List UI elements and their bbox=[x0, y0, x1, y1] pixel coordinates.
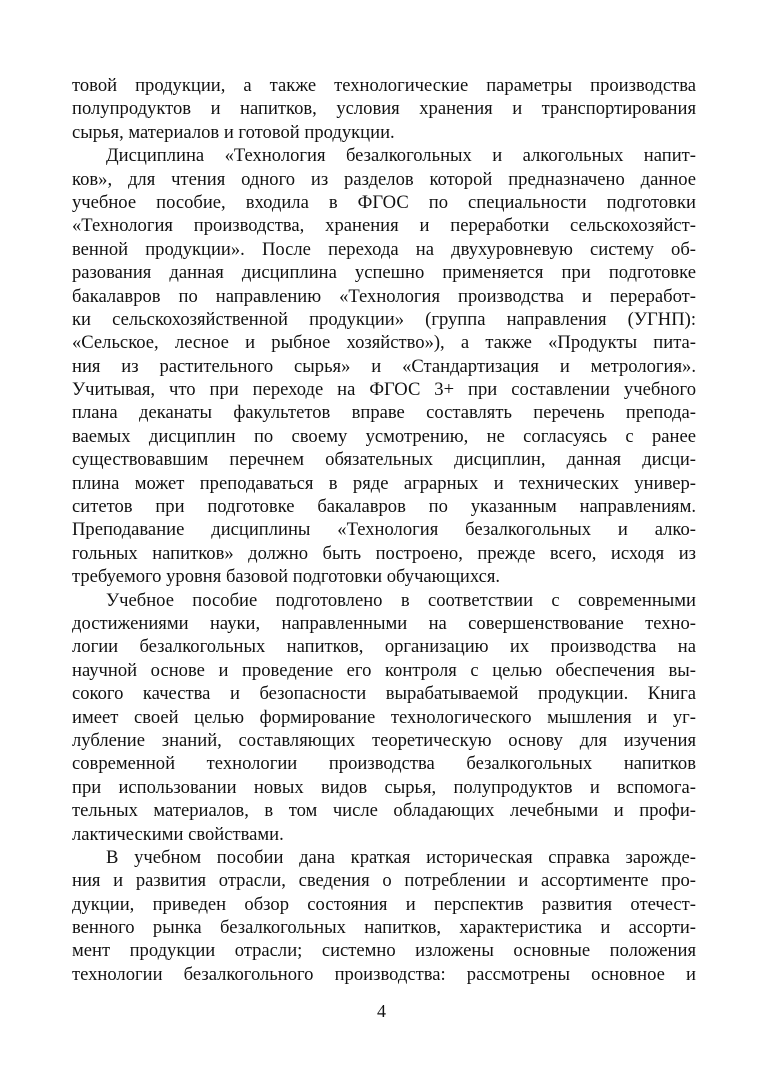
text-line: «Сельское, лесное и рыбное хозяйство»), а также «Продукты пита- bbox=[72, 332, 696, 354]
paragraph-3 bbox=[72, 589, 696, 846]
text-line: существовавшим перечнем обязательных дисциплин, данная дисци- bbox=[72, 449, 696, 471]
text-line: ния из растительного сырья» и «Стандартизация и метрология». bbox=[72, 355, 696, 377]
text-line: разования данная дисциплина успешно применяется при подготовке bbox=[72, 262, 696, 284]
text-line: мент продукции отрасли; системно изложены основные положения bbox=[72, 940, 696, 962]
text-line: тельных материалов, в том числе обладающих лечебными и профи- bbox=[72, 800, 696, 822]
paragraph-4 bbox=[72, 846, 696, 986]
text-line: ки сельскохозяйственной продукции» (группа направления (УГНП): bbox=[72, 308, 696, 330]
text-line: лубление знаний, составляющих теоретическую основу для изучения bbox=[72, 729, 696, 751]
text-line: имеет своей целью формирование технологического мышления и уг- bbox=[72, 706, 696, 728]
text-line: Дисциплина «Технология безалкогольных и алкогольных напит- bbox=[106, 145, 696, 167]
text-line: сокого качества и безопасности вырабатываемой продукции. Книга bbox=[72, 683, 696, 705]
text-line: плина может преподаваться в ряде аграрных и технических универ- bbox=[72, 472, 696, 494]
text-line: достижениями науки, направленными на совершенствование техно- bbox=[72, 612, 696, 634]
text-line: полупродуктов и напитков, условия хранения и транспортирования bbox=[72, 98, 696, 120]
text-line: сырья, материалов и готовой продукции. bbox=[72, 121, 395, 143]
text-line: современной технологии производства безалкогольных напитков bbox=[72, 753, 696, 775]
text-line: ков», для чтения одного из разделов которой предназначено данное bbox=[72, 168, 696, 190]
text-line: товой продукции, а также технологические параметры производства bbox=[72, 75, 696, 96]
text-line: технологии безалкогольного производства: рассмотрены основное и bbox=[72, 963, 696, 985]
text-line: лактическими свойствами. bbox=[72, 823, 284, 845]
text-line: венного рынка безалкогольных напитков, характеристика и ассорти- bbox=[72, 917, 696, 939]
text-line: Преподавание дисциплины «Технология безалкогольных и алко- bbox=[72, 519, 696, 541]
document-body bbox=[72, 74, 696, 986]
text-line: требуемого уровня базовой подготовки обучающихся. bbox=[72, 566, 501, 588]
text-line: Учитывая, что при переходе на ФГОС 3+ при составлении учебного bbox=[72, 379, 696, 401]
text-line: ния и развития отрасли, сведения о потреблении и ассортименте про- bbox=[72, 870, 696, 892]
text-line: при использовании новых видов сырья, полупродуктов и вспомога- bbox=[72, 776, 696, 798]
text-line: В учебном пособии дана краткая историческая справка зарожде- bbox=[106, 846, 696, 868]
text-line: «Технология производства, хранения и переработки сельскохозяйст- bbox=[72, 215, 696, 237]
text-line: научной основе и проведение его контроля с целью обеспечения вы- bbox=[72, 659, 696, 681]
text-line: гольных напитков» должно быть построено, прежде всего, исходя из bbox=[72, 542, 696, 564]
text-line: бакалавров по направлению «Технология производства и переработ- bbox=[72, 285, 696, 307]
text-line: Учебное пособие подготовлено в соответствии с современными bbox=[106, 589, 696, 611]
text-line: венной продукции». После перехода на двухуровневую систему об- bbox=[72, 238, 696, 260]
text-line: учебное пособие, входила в ФГОС по специальности подготовки bbox=[72, 191, 696, 213]
text-line: логии безалкогольных напитков, организацию их производства на bbox=[72, 636, 696, 658]
text-line: ситетов при подготовке бакалавров по указанным направлениям. bbox=[72, 496, 696, 518]
text-line: плана деканаты факультетов вправе составлять перечень препода- bbox=[72, 402, 696, 424]
paragraph-1 bbox=[72, 74, 696, 144]
paragraph-2 bbox=[72, 144, 696, 588]
page-number: 4 bbox=[377, 1001, 386, 1021]
text-line: ваемых дисциплин по своему усмотрению, не согласуясь с ранее bbox=[72, 425, 696, 447]
text-line: дукции, приведен обзор состояния и перспектив развития отечест- bbox=[72, 893, 696, 915]
